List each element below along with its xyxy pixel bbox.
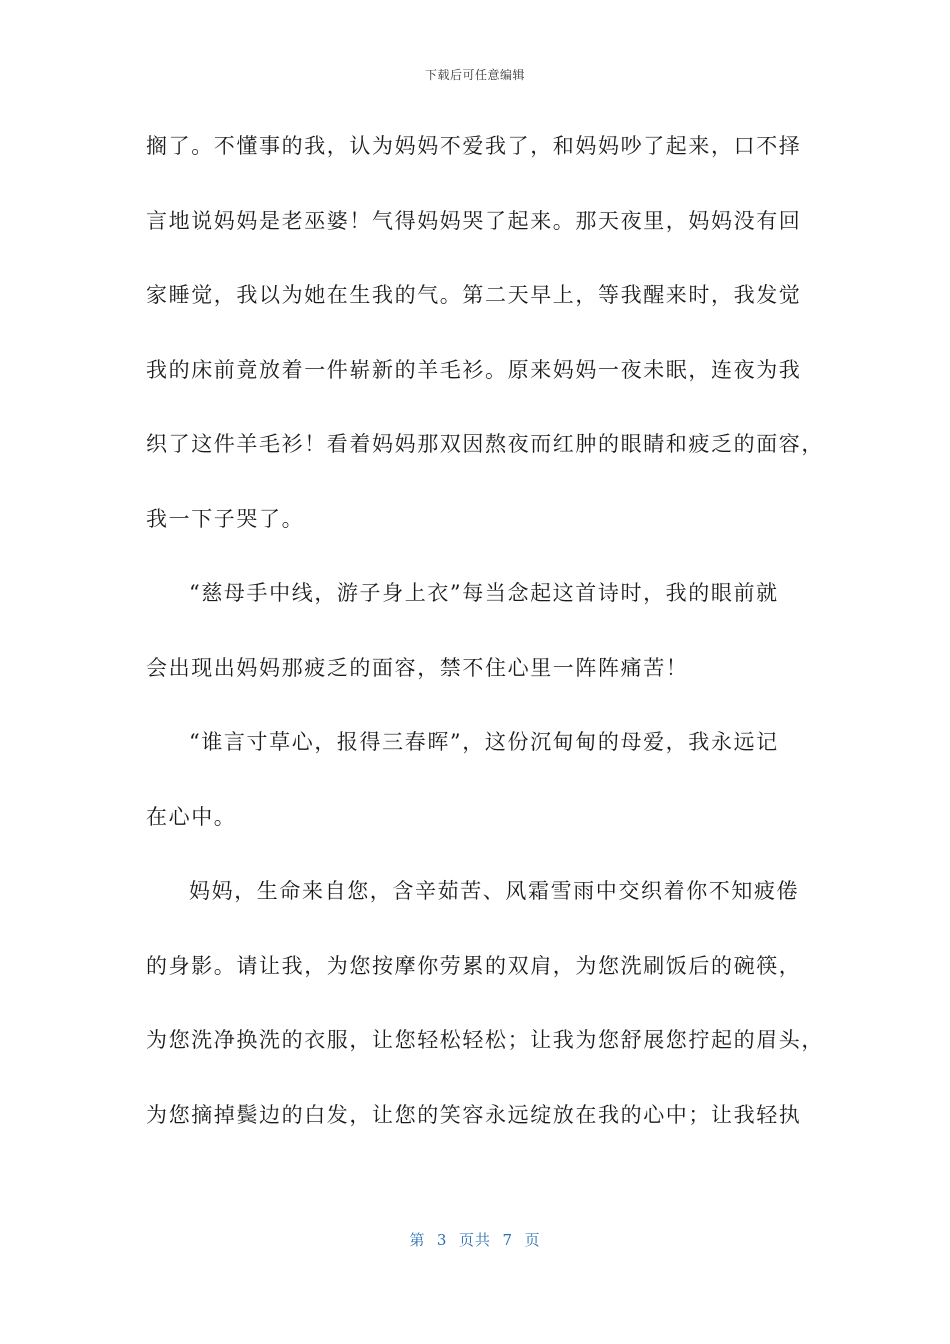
text-line: 的身影。请让我，为您按摩你劳累的双肩，为您洗刷饭后的碗筷，: [146, 953, 802, 978]
text-line: 会出现出妈妈那疲乏的面容，禁不住心里一阵阵痛苦！: [146, 655, 689, 680]
paragraph-start-line: 妈妈，生命来自您，含辛茹苦、风霜雪雨中交织着你不知疲倦: [189, 879, 800, 903]
body-text: [146, 126, 824, 1169]
paragraph-start-line: “谁言寸草心，报得三春晖”，这份沉甸甸的母爱，我永远记: [189, 730, 779, 754]
text-line: 言地说妈妈是老巫婆！气得妈妈哭了起来。那天夜里，妈妈没有回: [146, 208, 802, 233]
text-line: 家睡觉，我以为她在生我的气。第二天早上，等我醒来时，我发觉: [146, 283, 802, 307]
text-line: 我一下子哭了。: [146, 506, 305, 531]
text-line: 在心中。: [146, 804, 237, 829]
text-line: 织了这件羊毛衫！看着妈妈那双因熬夜而红肿的眼睛和疲乏的面容，: [146, 432, 824, 456]
paragraph-start-line: “慈母手中线，游子身上衣”每当念起这首诗时，我的眼前就: [189, 581, 779, 605]
text-line: 为您洗净换洗的衣服，让您轻松轻松；让我为您舒展您拧起的眉头，: [146, 1028, 824, 1052]
page-number: 第 3 页共 7 页: [409, 1231, 541, 1249]
text-line: 搁了。不懂事的我，认为妈妈不爱我了，和妈妈吵了起来，口不择: [146, 134, 802, 158]
page-header: 下载后可任意编辑: [424, 68, 525, 82]
text-line: 为您摘掉鬓边的白发，让您的笑容永远绽放在我的心中；让我轻执: [146, 1102, 802, 1127]
text-line: 我的床前竟放着一件崭新的羊毛衫。原来妈妈一夜未眠，连夜为我: [146, 357, 802, 382]
